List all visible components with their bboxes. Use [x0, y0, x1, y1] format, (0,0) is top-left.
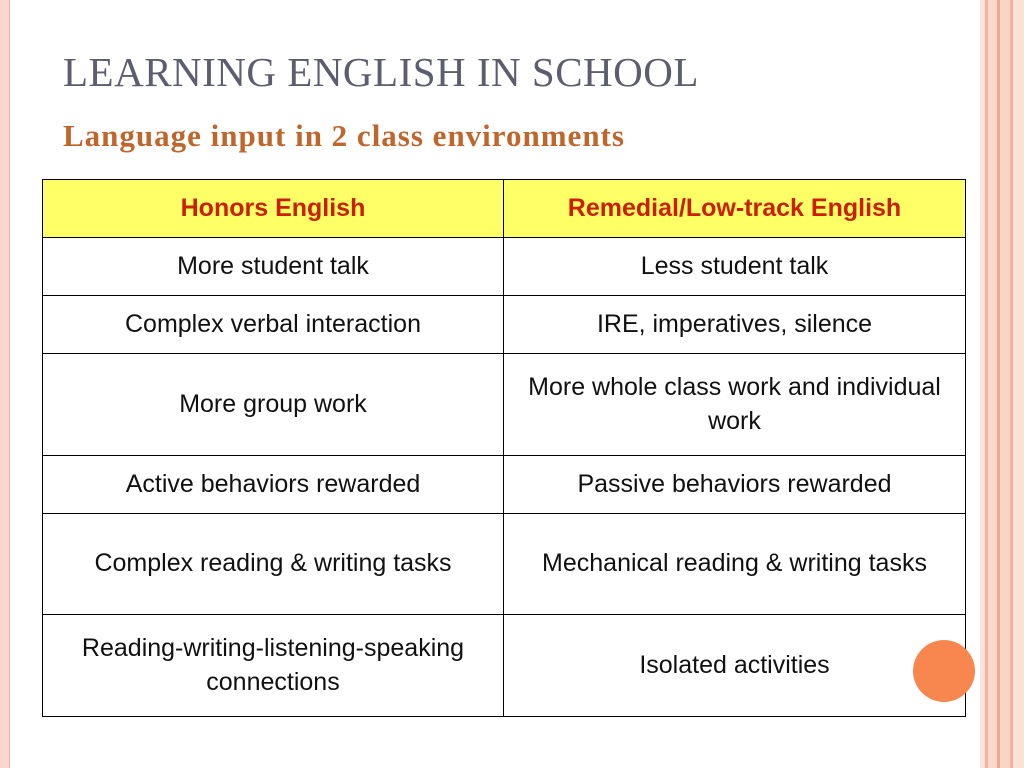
table-cell-remedial: Passive behaviors rewarded	[504, 456, 966, 514]
table-cell-honors: More group work	[43, 354, 504, 456]
table-row	[43, 615, 966, 717]
comparison-table	[42, 179, 966, 717]
table-row	[43, 238, 966, 296]
table-cell-honors: Active behaviors rewarded	[43, 456, 504, 514]
table-cell-remedial: IRE, imperatives, silence	[504, 296, 966, 354]
left-border-decoration	[0, 0, 10, 768]
slide-title: LEARNING ENGLISH IN SCHOOL	[63, 49, 699, 95]
slide-subtitle: Language input in 2 class environments	[63, 118, 625, 153]
table-header-row	[43, 180, 966, 238]
header-honors-english: Honors English	[43, 180, 504, 238]
table-cell-honors: More student talk	[43, 238, 504, 296]
header-remedial-english: Remedial/Low-track English	[504, 180, 966, 238]
table-row	[43, 514, 966, 615]
table-row	[43, 296, 966, 354]
table-cell-honors: Complex verbal interaction	[43, 296, 504, 354]
table-row	[43, 354, 966, 456]
table-cell-remedial: Isolated activities	[504, 615, 966, 717]
orange-circle-decoration	[913, 640, 975, 702]
right-stripes-decoration	[980, 0, 1024, 768]
table-cell-remedial: Mechanical reading & writing tasks	[504, 514, 966, 615]
table-cell-remedial: Less student talk	[504, 238, 966, 296]
table-cell-honors: Reading-writing-listening-speaking connections	[43, 615, 504, 717]
table-cell-honors: Complex reading & writing tasks	[43, 514, 504, 615]
table-cell-remedial: More whole class work and individual work	[504, 354, 966, 456]
table-row	[43, 456, 966, 514]
